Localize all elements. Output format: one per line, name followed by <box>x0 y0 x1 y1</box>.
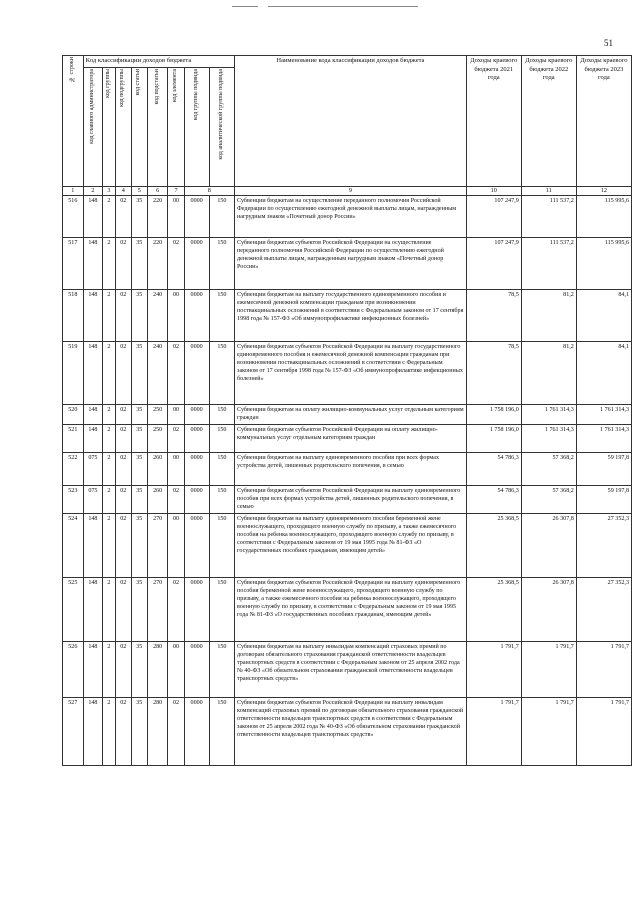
admin-code-cell: 075 <box>83 486 102 514</box>
table-row <box>63 196 632 238</box>
income-2023-cell: 59 197,8 <box>576 453 631 486</box>
income-2022-cell: 81,2 <box>521 290 576 342</box>
income-2021-cell: 54 786,3 <box>466 486 521 514</box>
subtype-group-cell: 0000 <box>184 196 209 238</box>
article-code-cell: 35 <box>131 453 147 486</box>
col-2023-header: Доходы краевого бюджета 2023 года <box>576 56 631 187</box>
admin-code-cell: 148 <box>83 405 102 425</box>
element-code-cell: 00 <box>168 196 184 238</box>
row-number-cell: 520 <box>63 405 84 425</box>
group-code-cell: 2 <box>103 486 116 514</box>
article-code-cell: 35 <box>131 698 147 766</box>
income-name-cell: Субвенции бюджетам на выплату единовременного пособия при всех формах устройства детей, лишенных родительского попечения, в семью <box>235 453 467 486</box>
subtype-group-cell: 0000 <box>184 290 209 342</box>
column-number: 6 <box>147 187 168 196</box>
column-number: 1 <box>63 187 84 196</box>
subgroup-code-cell: 02 <box>115 453 131 486</box>
subarticle-code-cell: 250 <box>147 425 168 453</box>
table-row <box>63 290 632 342</box>
column-number: 11 <box>521 187 576 196</box>
income-name-cell: Субвенции бюджетам на выплату инвалидам компенсаций страховых премий по договорам обязательного страхования гражданской ответственности владельцев транспортных средств в соответствии с Федеральным законом от 25 апреля 2002 года № 40-ФЗ «Об обязательном страховании гражданской ответственности владельцев транспортных средств» <box>235 642 467 698</box>
table-row <box>63 238 632 290</box>
income-2023-cell: 115 995,6 <box>576 238 631 290</box>
subgroup-code-cell: 02 <box>115 514 131 578</box>
income-2023-cell: 1 791,7 <box>576 698 631 766</box>
income-2021-cell: 107 247,9 <box>466 238 521 290</box>
group-code-cell: 2 <box>103 290 116 342</box>
income-name-cell: Субвенции бюджетам субъектов Российской Федерации на выплату единовременного пособия беременной жене военнослужащего, проходящего военную службу по призыву, а также ежемесячного пособия на ребенка военнослужащего, проходящего военную службу по призыву, в соответствии с Федеральным законом от 19 мая 1995 года № 81-ФЗ «О государственных пособиях гражданам, имеющим детей» <box>235 578 467 642</box>
row-number-cell: 519 <box>63 342 84 405</box>
table-row <box>63 698 632 766</box>
income-2021-cell: 25 368,5 <box>466 578 521 642</box>
income-2023-cell: 59 197,8 <box>576 486 631 514</box>
income-2022-cell: 57 368,2 <box>521 453 576 486</box>
income-2021-cell: 1 758 196,0 <box>466 425 521 453</box>
table-row <box>63 642 632 698</box>
analytic-group-cell: 150 <box>209 196 234 238</box>
article-code-cell: 35 <box>131 486 147 514</box>
subgroup-code-cell: 02 <box>115 425 131 453</box>
row-number-cell: 527 <box>63 698 84 766</box>
subarticle-code-cell: 260 <box>147 453 168 486</box>
income-2022-cell: 81,2 <box>521 342 576 405</box>
table-body <box>63 196 632 766</box>
subtype-group-cell: 0000 <box>184 486 209 514</box>
income-2021-cell: 54 786,3 <box>466 453 521 486</box>
col-group-code-header: код группы <box>103 68 116 187</box>
col-admin-code-header: код главного администратора <box>83 68 102 187</box>
article-code-cell: 35 <box>131 196 147 238</box>
row-number-cell: 521 <box>63 425 84 453</box>
income-2021-cell: 78,5 <box>466 290 521 342</box>
subtype-group-cell: 0000 <box>184 342 209 405</box>
admin-code-cell: 148 <box>83 425 102 453</box>
group-code-cell: 2 <box>103 425 116 453</box>
column-number: 5 <box>131 187 147 196</box>
analytic-group-cell: 150 <box>209 290 234 342</box>
analytic-group-cell: 150 <box>209 405 234 425</box>
row-number-cell: 517 <box>63 238 84 290</box>
income-name-cell: Субвенции бюджетам субъектов Российской Федерации на выплату государственного единовременного пособия и ежемесячной денежной компенсации гражданам при возникновении поствакцинальных осложнений в соответствии с Федеральным законом от 17 сентября 1998 года № 157-ФЗ «Об иммунопрофилактике инфекционных болезней» <box>235 342 467 405</box>
column-number: 10 <box>466 187 521 196</box>
admin-code-cell: 148 <box>83 342 102 405</box>
col-subgroup-code-header: код подгруппы <box>115 68 131 187</box>
subgroup-code-cell: 02 <box>115 698 131 766</box>
budget-income-table <box>62 55 632 766</box>
col-2022-header: Доходы краевого бюджета 2022 года <box>521 56 576 187</box>
column-number: 3 <box>103 187 116 196</box>
income-2021-cell: 78,5 <box>466 342 521 405</box>
article-code-cell: 35 <box>131 342 147 405</box>
income-2023-cell: 27 352,3 <box>576 514 631 578</box>
subarticle-code-cell: 270 <box>147 514 168 578</box>
table-row <box>63 578 632 642</box>
subtype-group-cell: 0000 <box>184 698 209 766</box>
subarticle-code-cell: 250 <box>147 405 168 425</box>
subgroup-code-cell: 02 <box>115 290 131 342</box>
analytic-group-cell: 150 <box>209 238 234 290</box>
analytic-group-cell: 150 <box>209 578 234 642</box>
element-code-cell: 00 <box>168 290 184 342</box>
admin-code-cell: 148 <box>83 578 102 642</box>
top-rule-left <box>232 6 258 7</box>
subgroup-code-cell: 02 <box>115 405 131 425</box>
article-code-cell: 35 <box>131 290 147 342</box>
col-name-header: Наименование кода классификации доходов бюджета <box>235 56 467 187</box>
subtype-group-cell: 0000 <box>184 578 209 642</box>
income-2023-cell: 115 995,6 <box>576 196 631 238</box>
subarticle-code-cell: 280 <box>147 642 168 698</box>
income-2023-cell: 1 791,7 <box>576 642 631 698</box>
col-article-code-header: код статьи <box>131 68 147 187</box>
col-analytic-group-header: код аналитической группы подвида <box>209 68 234 187</box>
column-number: 8 <box>184 187 235 196</box>
income-2023-cell: 27 352,3 <box>576 578 631 642</box>
element-code-cell: 00 <box>168 453 184 486</box>
col-element-code-header: код элемента <box>168 68 184 187</box>
income-2021-cell: 25 368,5 <box>466 514 521 578</box>
subgroup-code-cell: 02 <box>115 342 131 405</box>
income-2022-cell: 1 791,7 <box>521 642 576 698</box>
income-2022-cell: 26 307,8 <box>521 578 576 642</box>
income-name-cell: Субвенции бюджетам на осуществление переданного полномочия Российской Федерации по осуществлению ежегодной денежной выплаты лицам, награжденным нагрудным знаком «Почетный донор России» <box>235 196 467 238</box>
group-code-cell: 2 <box>103 578 116 642</box>
income-2021-cell: 107 247,9 <box>466 196 521 238</box>
income-2021-cell: 1 791,7 <box>466 698 521 766</box>
admin-code-cell: 148 <box>83 238 102 290</box>
article-code-cell: 35 <box>131 425 147 453</box>
group-code-cell: 2 <box>103 514 116 578</box>
top-rule-right <box>268 6 418 7</box>
income-2023-cell: 84,1 <box>576 342 631 405</box>
element-code-cell: 02 <box>168 425 184 453</box>
column-number-row <box>63 187 632 196</box>
article-code-cell: 35 <box>131 642 147 698</box>
col-subarticle-code-header: код подстатьи <box>147 68 168 187</box>
col-row-number-header: № строки <box>63 56 84 187</box>
subtype-group-cell: 0000 <box>184 238 209 290</box>
admin-code-cell: 148 <box>83 698 102 766</box>
element-code-cell: 02 <box>168 698 184 766</box>
analytic-group-cell: 150 <box>209 453 234 486</box>
column-number: 12 <box>576 187 631 196</box>
element-code-cell: 00 <box>168 642 184 698</box>
income-2023-cell: 1 761 314,3 <box>576 425 631 453</box>
income-2022-cell: 26 307,8 <box>521 514 576 578</box>
analytic-group-cell: 150 <box>209 486 234 514</box>
subarticle-code-cell: 240 <box>147 290 168 342</box>
table-row <box>63 405 632 425</box>
group-code-cell: 2 <box>103 453 116 486</box>
column-number: 9 <box>235 187 467 196</box>
income-2022-cell: 1 761 314,3 <box>521 425 576 453</box>
income-name-cell: Субвенции бюджетам субъектов Российской Федерации на осуществление переданного полномочия Российской Федерации по осуществлению ежегодной денежной выплаты лицам, награжденным нагрудным знаком «Почетный донор России» <box>235 238 467 290</box>
row-number-cell: 522 <box>63 453 84 486</box>
row-number-cell: 524 <box>63 514 84 578</box>
row-number-cell: 526 <box>63 642 84 698</box>
income-name-cell: Субвенции бюджетам на выплату государственного единовременного пособия и ежемесячной денежной компенсации гражданам при возникновении поствакцинальных осложнений в соответствии с Федеральным законом от 17 сентября 1998 года № 157-ФЗ «Об иммунопрофилактике инфекционных болезней» <box>235 290 467 342</box>
subgroup-code-cell: 02 <box>115 578 131 642</box>
article-code-cell: 35 <box>131 514 147 578</box>
admin-code-cell: 148 <box>83 514 102 578</box>
element-code-cell: 00 <box>168 405 184 425</box>
subarticle-code-cell: 270 <box>147 578 168 642</box>
subarticle-code-cell: 220 <box>147 196 168 238</box>
table-row <box>63 453 632 486</box>
row-number-cell: 516 <box>63 196 84 238</box>
col-2021-header: Доходы краевого бюджета 2021 года <box>466 56 521 187</box>
income-2021-cell: 1 758 196,0 <box>466 405 521 425</box>
table-row <box>63 486 632 514</box>
table-row <box>63 342 632 405</box>
admin-code-cell: 148 <box>83 290 102 342</box>
income-2023-cell: 84,1 <box>576 290 631 342</box>
group-code-cell: 2 <box>103 196 116 238</box>
subgroup-code-cell: 02 <box>115 238 131 290</box>
article-code-cell: 35 <box>131 578 147 642</box>
column-number: 7 <box>168 187 184 196</box>
subtype-group-cell: 0000 <box>184 425 209 453</box>
income-2022-cell: 57 368,2 <box>521 486 576 514</box>
subtype-group-cell: 0000 <box>184 642 209 698</box>
analytic-group-cell: 150 <box>209 514 234 578</box>
admin-code-cell: 075 <box>83 453 102 486</box>
income-name-cell: Субвенции бюджетам субъектов Российской Федерации на выплату единовременного пособия при всех формах устройства детей, лишенных родительского попечения, в семью <box>235 486 467 514</box>
analytic-group-cell: 150 <box>209 642 234 698</box>
income-2023-cell: 1 761 314,3 <box>576 405 631 425</box>
table-row <box>63 514 632 578</box>
subtype-group-cell: 0000 <box>184 453 209 486</box>
subarticle-code-cell: 280 <box>147 698 168 766</box>
analytic-group-cell: 150 <box>209 342 234 405</box>
article-code-cell: 35 <box>131 238 147 290</box>
group-code-cell: 2 <box>103 342 116 405</box>
analytic-group-cell: 150 <box>209 698 234 766</box>
col-subtype-group-header: код группы подвида <box>184 68 209 187</box>
analytic-group-cell: 150 <box>209 425 234 453</box>
column-number: 4 <box>115 187 131 196</box>
element-code-cell: 02 <box>168 342 184 405</box>
subarticle-code-cell: 240 <box>147 342 168 405</box>
table-row <box>63 425 632 453</box>
income-name-cell: Субвенции бюджетам субъектов Российской Федерации на выплату инвалидам компенсаций страховых премий по договорам обязательного страхования гражданской ответственности владельцев транспортных средств в соответствии с Федеральным законом от 25 апреля 2002 года № 40-ФЗ «Об обязательном страховании гражданской ответственности владельцев транспортных средств» <box>235 698 467 766</box>
group-code-cell: 2 <box>103 698 116 766</box>
income-name-cell: Субвенции бюджетам субъектов Российской Федерации на оплату жилищно-коммунальных услуг отдельным категориям граждан <box>235 425 467 453</box>
article-code-cell: 35 <box>131 405 147 425</box>
admin-code-cell: 148 <box>83 642 102 698</box>
subarticle-code-cell: 220 <box>147 238 168 290</box>
subgroup-code-cell: 02 <box>115 642 131 698</box>
income-2022-cell: 1 761 314,3 <box>521 405 576 425</box>
group-code-cell: 2 <box>103 642 116 698</box>
element-code-cell: 00 <box>168 514 184 578</box>
income-2022-cell: 1 791,7 <box>521 698 576 766</box>
admin-code-cell: 148 <box>83 196 102 238</box>
code-classification-header: Код классификации доходов бюджета <box>83 56 234 68</box>
element-code-cell: 02 <box>168 578 184 642</box>
group-code-cell: 2 <box>103 238 116 290</box>
group-code-cell: 2 <box>103 405 116 425</box>
column-number: 2 <box>83 187 102 196</box>
element-code-cell: 02 <box>168 238 184 290</box>
income-2021-cell: 1 791,7 <box>466 642 521 698</box>
income-2022-cell: 111 537,2 <box>521 196 576 238</box>
income-2022-cell: 111 537,2 <box>521 238 576 290</box>
subgroup-code-cell: 02 <box>115 486 131 514</box>
row-number-cell: 518 <box>63 290 84 342</box>
element-code-cell: 02 <box>168 486 184 514</box>
subgroup-code-cell: 02 <box>115 196 131 238</box>
header-row-top <box>63 56 632 68</box>
row-number-cell: 523 <box>63 486 84 514</box>
subtype-group-cell: 0000 <box>184 405 209 425</box>
subtype-group-cell: 0000 <box>184 514 209 578</box>
income-name-cell: Субвенции бюджетам на оплату жилищно-коммунальных услуг отдельным категориям граждан <box>235 405 467 425</box>
income-name-cell: Субвенции бюджетам на выплату единовременного пособия беременной жене военнослужащего, проходящего военную службу по призыву, а также ежемесячного пособия на ребенка военнослужащего, проходящего военную службу по призыву, в соответствии с Федеральным законом от 19 мая 1995 года № 81-ФЗ «О государственных пособиях гражданам, имеющим детей» <box>235 514 467 578</box>
row-number-cell: 525 <box>63 578 84 642</box>
subarticle-code-cell: 260 <box>147 486 168 514</box>
page-number: 51 <box>604 38 613 48</box>
